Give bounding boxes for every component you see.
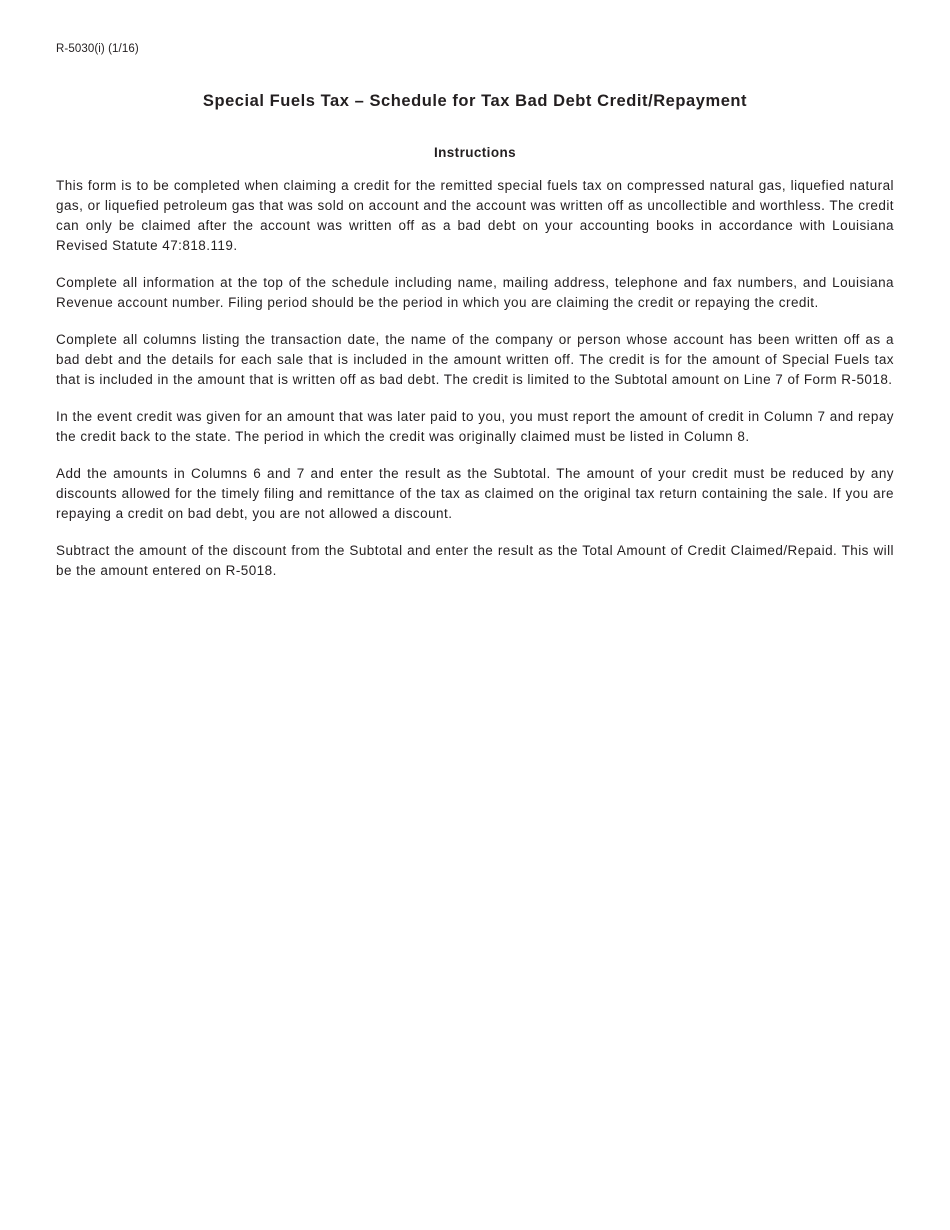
paragraph-columns: Complete all columns listing the transaction date, the name of the company or person whose account has been written off as a bad debt and the details for each sale that is included in the amount written off. The credit is for the amount of Special Fuels tax that is included in the amount that is written off as bad debt. The credit is limited to the Subtotal amount on Line 7 of Form R-5018. <box>56 332 894 387</box>
document-title: Special Fuels Tax – Schedule for Tax Bad Debt Credit/Repayment <box>202 92 748 110</box>
paragraph-repayment: In the event credit was given for an amount that was later paid to you, you must report the amount of credit in Column 7 and repay the credit back to the state. The period in which the credit was originally claimed must be listed in Column 8. <box>56 409 894 444</box>
paragraph-header-info: Complete all information at the top of the schedule including name, mailing address, telephone and fax numbers, and Louisiana Revenue account number. Filing period should be the period in which you are claiming the credit or repaying the credit. <box>56 275 894 310</box>
instructions-heading: Instructions <box>433 145 517 160</box>
paragraph-total: Subtract the amount of the discount from the Subtotal and enter the result as the Total Amount of Credit Claimed/Repaid. This will be the amount entered on R-5018. <box>56 543 894 578</box>
paragraph-purpose: This form is to be completed when claiming a credit for the remitted special fuels tax on compressed natural gas, liquefied natural gas, or liquefied petroleum gas that was sold on account and the account was written off as uncollectible and worthless. The credit can only be claimed after the account was written off as a bad debt on your accounting books in accordance with Louisiana Revised Statute 47:818.119. <box>56 178 894 253</box>
instructions-body <box>56 176 894 598</box>
form-code: R-5030(i) (1/16) <box>56 43 139 55</box>
paragraph-subtotal: Add the amounts in Columns 6 and 7 and enter the result as the Subtotal. The amount of your credit must be reduced by any discounts allowed for the timely filing and remittance of the tax as claimed on the original tax return containing the sale. If you are repaying a credit on bad debt, you are not allowed a discount. <box>56 466 894 521</box>
